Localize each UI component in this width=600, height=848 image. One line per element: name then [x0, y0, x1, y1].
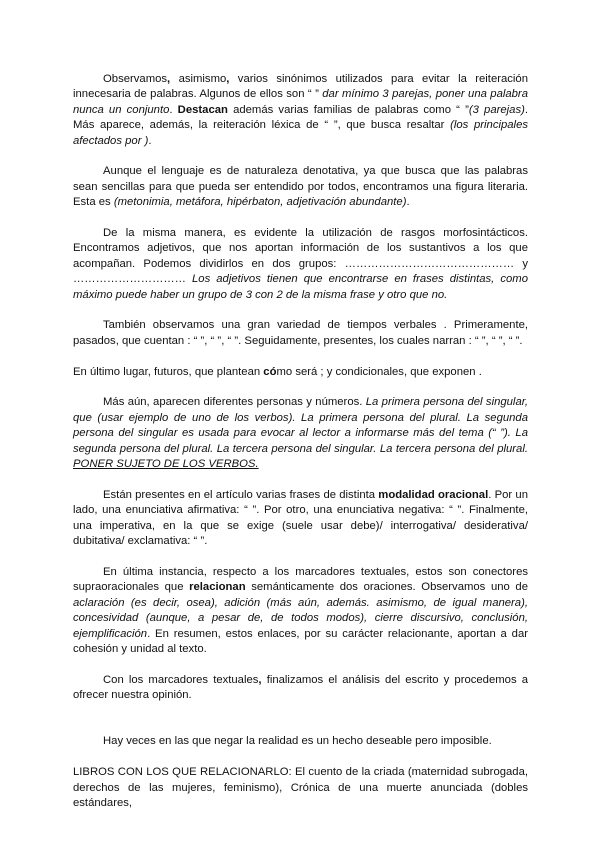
text-run: .	[169, 103, 178, 116]
text-run: En último lugar, futuros, que plantean	[73, 365, 264, 378]
bold-run: Destacan	[177, 103, 228, 116]
text-run: mo será ; y condicionales, que exponen .	[276, 365, 482, 378]
document-body	[73, 72, 528, 827]
text-run: asimismo	[170, 73, 227, 85]
bold-run: ,	[226, 73, 230, 85]
text-run: Están presentes en el artículo varias frases de distinta	[103, 488, 379, 501]
underlined-italic-run: PONER SUJETO DE LOS VERBOS.	[73, 458, 259, 471]
text-run: .	[148, 134, 152, 147]
text-run: . Por un lado, una enunciativa afirmativa: “ ”. Por otro, una enunciativa negativa: “ ”. Finalmente, una imperativa, en la que se exige (suele usar debe)/ interrogativa/ desiderativa/ dubitativa/ exclamativa: “ ”.	[73, 488, 528, 548]
paragraph-opinion	[73, 734, 528, 749]
bold-run: relacionan	[189, 581, 246, 594]
text-run: finalizamos el análisis del escrito y procedemos a ofrecer nuestra opinión.	[73, 673, 528, 702]
text-run: Observamos	[103, 73, 168, 85]
text-run: De la misma manera, es evidente la utilización de rasgos morfosintácticos. Encontramos adjetivos, que nos aportan información de los sustantivos a los que acompañan. Podemos dividirlos en dos grupos: ……………………………………… y …………………………	[73, 227, 528, 286]
italic-run: (los principales afectados por )	[73, 119, 528, 147]
paragraph-synonyms	[73, 72, 528, 149]
text-run: También observamos una gran variedad de tiempos verbales . Primeramente, pasados, que cuentan : “ ”, “ ”, “ ”. Seguidamente, presentes, los cuales narran : “ ”, “ ”, “ ”.	[73, 319, 528, 347]
paragraph-modality	[73, 488, 528, 550]
italic-run: dar mínimo 3 parejas, poner una palabra nunca un conjunto	[73, 88, 528, 116]
italic-run: (metonimia, metáfora, hipérbaton, adjetivación abundante)	[113, 196, 407, 209]
italic-run: aclaración (es decir, osea), adición (más aún, además. asimismo, de igual manera), concesividad (aunque, a pesar de, de todos modos), cierre discursivo, conclusión, ejemplificación	[73, 596, 528, 640]
italic-run: La primera persona del singular, que (usar ejemplo de uno de los verbos). La primera persona del plural. La segunda persona del singular es usada para evocar al lector a informarse más del tema (“ ”). La segunda persona del plural. La tercera persona del singular. La tercera persona del plural.	[73, 396, 529, 455]
bold-run: ,	[258, 673, 262, 686]
text-run: además varias familias de palabras como “ ”	[227, 103, 469, 116]
text-run: Con los marcadores textuales	[103, 673, 259, 686]
paragraph-related-books	[73, 765, 528, 811]
text-run: . Más aparece, además, la reiteración léxica de “ ”, que busca resaltar	[73, 103, 528, 132]
paragraph-futures	[73, 365, 528, 380]
bold-run: modalidad oracional	[378, 488, 489, 501]
text-run: semánticamente dos oraciones. Observamos uno de	[245, 581, 528, 594]
text-run: LIBROS CON LOS QUE RELACIONARLO: El cuento de la criada (maternidad subrogada, derechos de las mujeres, feminismo), Crónica de una muerte anunciada (dobles estándares,	[73, 766, 528, 809]
text-run: .	[406, 196, 410, 209]
text-run: En última instancia, respecto a los marcadores textuales, estos son conectores supraoracionales que	[73, 565, 528, 594]
italic-run: (3 parejas)	[468, 103, 525, 116]
paragraph-adjectives	[73, 226, 528, 303]
paragraph-persons	[73, 395, 528, 472]
italic-run: Los adjetivos tienen que encontrarse en frases distintas, como máximo puede haber un grupo de 3 con 2 de la misma frase y otro que no.	[73, 273, 528, 301]
text-run: . En resumen, estos enlaces, por su carácter relacionante, aportan a dar cohesión y unidad al texto.	[73, 627, 528, 655]
bold-run: ,	[167, 73, 171, 85]
paragraph-literary-figure	[73, 164, 528, 210]
text-run: Hay veces en las que negar la realidad es un hecho deseable pero imposible.	[103, 735, 492, 748]
text-run: varios sinónimos utilizados para evitar la reiteración innecesaria de palabras. Algunos de ellos son “ ”	[73, 73, 528, 101]
paragraph-verb-tenses	[73, 318, 528, 349]
bold-run: có	[263, 365, 277, 378]
text-run: Más aún, aparecen diferentes personas y números.	[103, 396, 366, 409]
paragraph-conclusion	[73, 673, 528, 704]
text-run: Aunque el lenguaje es de naturaleza denotativa, ya que busca que las palabras sean sencillas para que pueda ser entendido por todos, encontramos una figura literaria. Esta es	[73, 165, 528, 209]
paragraph-markers	[73, 565, 528, 657]
